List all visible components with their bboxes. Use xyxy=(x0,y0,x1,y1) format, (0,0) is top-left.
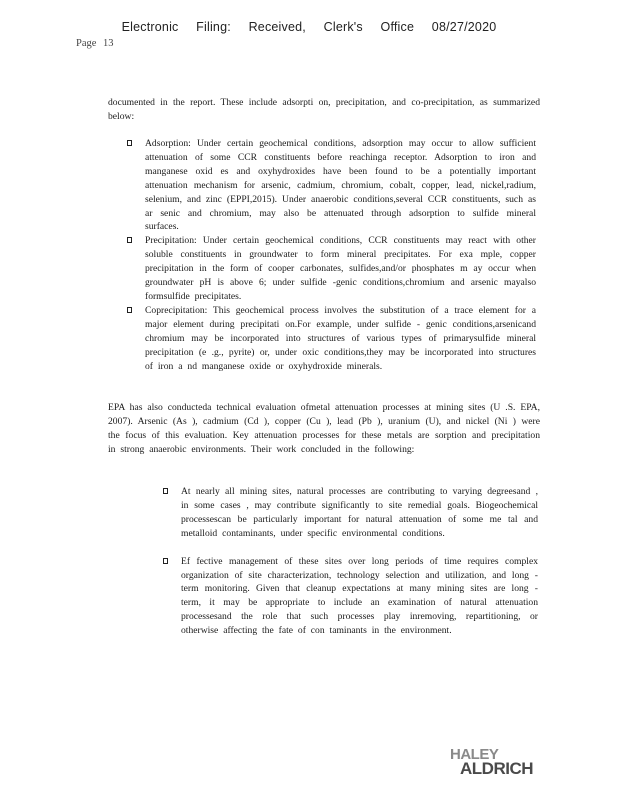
mechanism-coprecipitation: Coprecipitation: This geochemical process involves the substitution of a trace element for a major element during precipitati on.For example, under sulfide - genic conditions,arsenicand chromium may be incorporated into structures of various types of primarysulfide mineral precipitation (e .g., pyrite) or, under oxic conditions,they may be incorporated into structures of iron a nd manganese oxide or oxyhydroxide minerals. xyxy=(145,304,536,372)
page-number: Page 13 xyxy=(76,38,114,49)
mechanism-precipitation: Precipitation: Under certain geochemical conditions, CCR constituents may react with other soluble constituents in groundwater to form mineral precipitates. For exa mple, copper precipitation in the form of cooper carbonates, sulfides,and/or phosphates m ay occur when groundwater pH is above 6; under sulfide -genic conditions,chromium and arsenic mayalso formsulfide precipitates. xyxy=(145,235,536,302)
epa-paragraph: EPA has also conducteda technical evaluation ofmetal attenuation processes at mining sites (U .S. EPA, 2007). Arsenic (As ), cadmium (Cd ), copper (Cu ), lead (Pb ), uranium (U), and nickel (Ni ) were the focus of this evaluation. Key attenuation processes for these metals are sorption and precipitation in strong anaerobic environments. Their work concluded in the following: xyxy=(108,402,540,455)
list-item xyxy=(126,137,536,234)
conclusion-effective-management: Ef fective management of these sites over long periods of time requires complex organization of site characterization, technology selection and utilization, and long -term monitoring. Given that cleanup expectations at many mining sites are long -term, it may be appropriate to include an examination of natural attenuation processesand the role that such processes play inremoving, repartitioning, or otherwise affecting the fate of con taminants in the environment. xyxy=(181,555,538,637)
list-item xyxy=(162,485,538,541)
conclusion-list xyxy=(162,485,538,652)
checkbox-bullet-icon xyxy=(163,488,168,494)
mechanism-adsorption: Adsorption: Under certain geochemical conditions, adsorption may occur to allow sufficient attenuation of some CCR constituents before reachinga receptor. Adsorption to iron and manganese oxid es and oxyhydroxides have been found to be a potentially important attenuation mechanism for arsenic, cadmium, chromium, cobalt, copper, lead, nickel,radium, selenium, and zinc (EPPI,2015). Under anaerobic conditions,several CCR constituents, such as ar senic and chromium, may also be attenuated through adsorption to sulfide mineral surfaces. xyxy=(145,138,536,233)
list-item xyxy=(126,234,536,304)
logo-line-2: ALDRICH xyxy=(460,759,533,778)
logo-line-1: HALEY xyxy=(450,746,499,763)
filing-stamp: Electronic Filing: Received, Clerk's Office 08/27/2020 xyxy=(121,20,497,34)
list-item xyxy=(162,555,538,638)
checkbox-bullet-icon xyxy=(163,558,168,564)
checkbox-bullet-icon xyxy=(127,140,132,146)
checkbox-bullet-icon xyxy=(127,307,132,313)
intro-paragraph: documented in the report. These include adsorpti on, precipitation, and co-precipitation, as summarized below: xyxy=(108,97,540,122)
haley-aldrich-logo xyxy=(448,746,544,778)
checkbox-bullet-icon xyxy=(127,237,132,243)
conclusion-natural-processes: At nearly all mining sites, natural processes are contributing to varying degreesand , in some cases , may contribute significantly to site remedial goals. Biogeochemical processescan be particularly important for natural attenuation of some me tal and metalloid contaminants, under specific environmental conditions. xyxy=(181,486,538,539)
mechanism-list xyxy=(126,137,536,373)
list-item xyxy=(126,304,536,374)
